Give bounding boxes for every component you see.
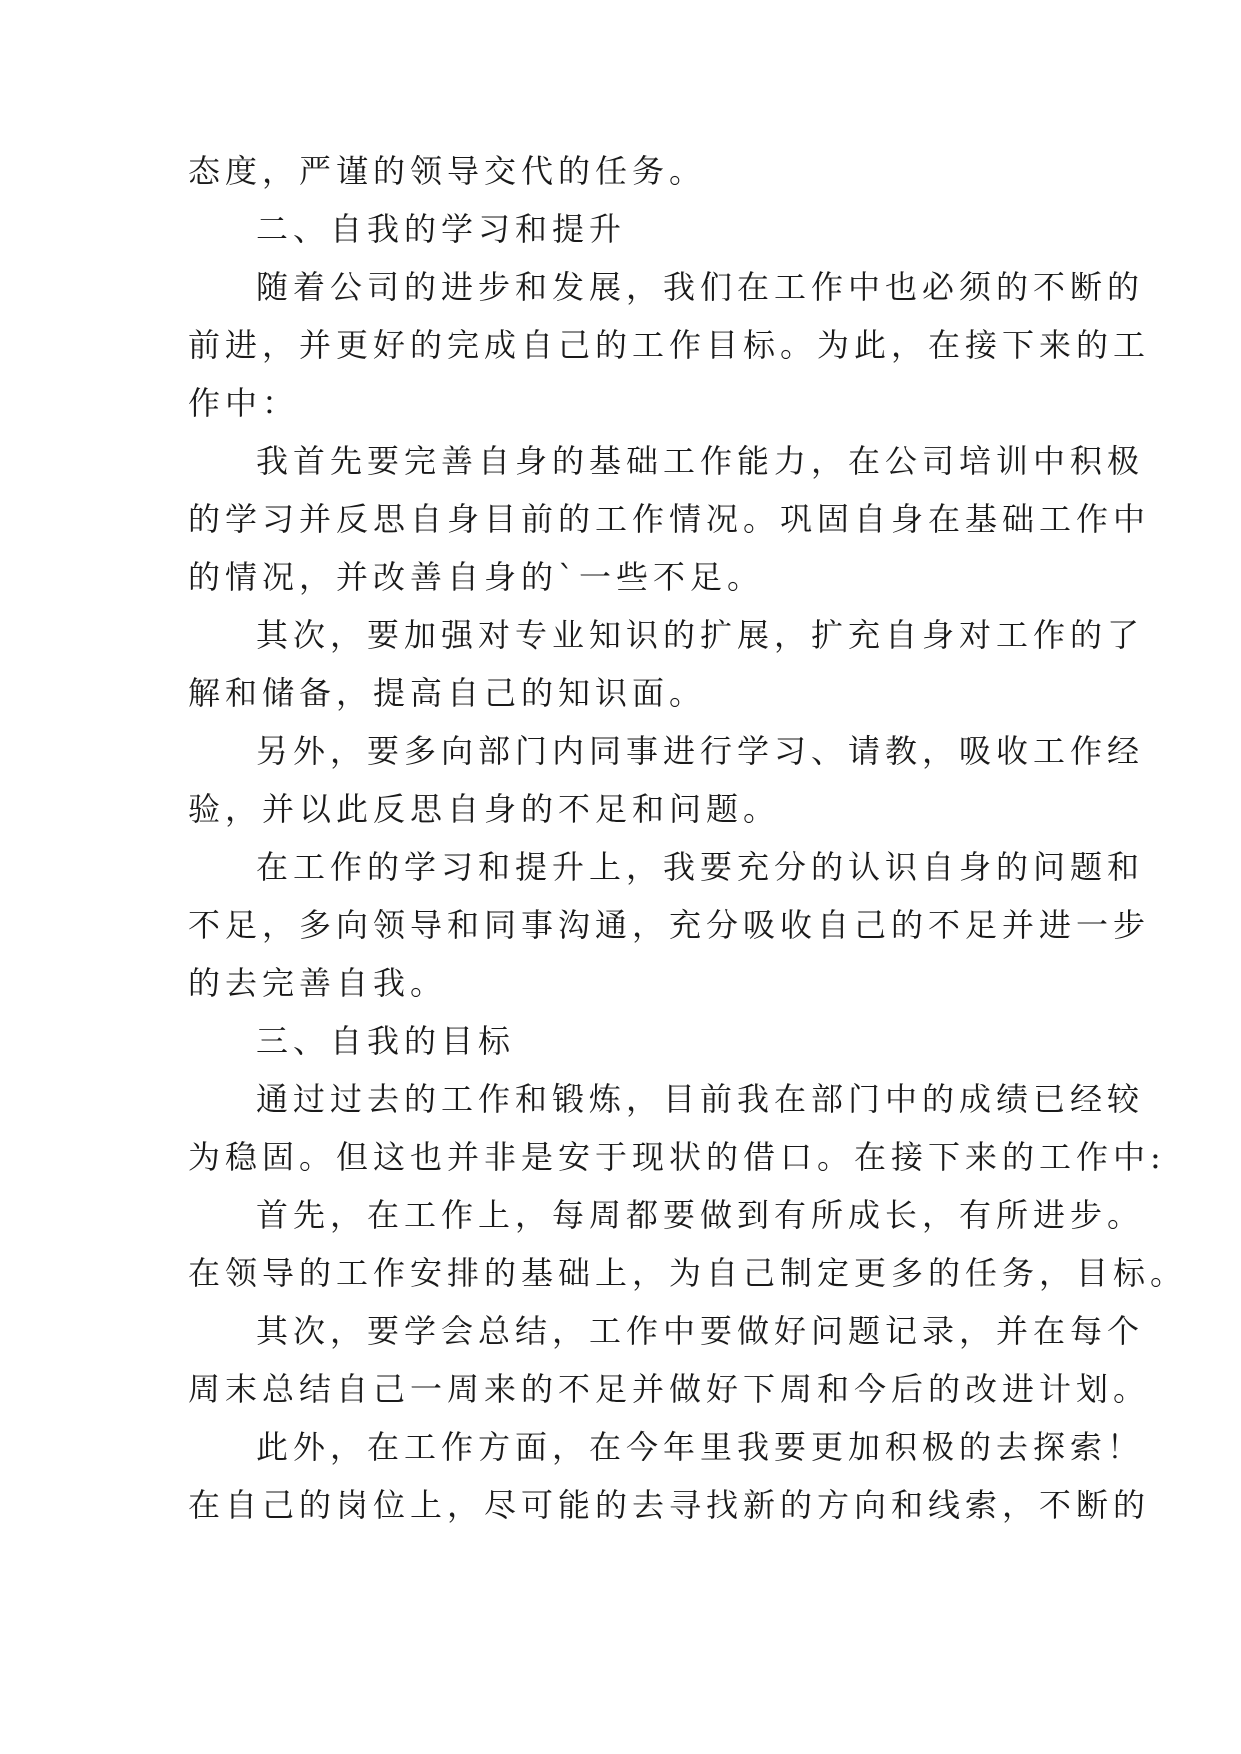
text-line: 此外，在工作方面，在今年里我要更加积极的去探索！ <box>256 1428 1145 1466</box>
text-line: 其次，要学会总结，工作中要做好问题记录，并在每个 <box>256 1312 1145 1350</box>
text-line: 解和储备，提高自己的知识面。 <box>188 674 707 712</box>
text-line: 的学习并反思自身目前的工作情况。巩固自身在基础工作中 <box>188 500 1151 538</box>
section-heading: 二、自我的学习和提升 <box>256 210 627 248</box>
text-line: 的去完善自我。 <box>188 964 448 1002</box>
text-line: 验，并以此反思自身的不足和问题。 <box>188 790 781 828</box>
text-line: 不足，多向领导和同事沟通，充分吸收自己的不足并进一步 <box>188 906 1151 944</box>
text-line: 在领导的工作安排的基础上，为自己制定更多的任务，目标。 <box>188 1254 1188 1292</box>
text-line: 另外，要多向部门内同事进行学习、请教，吸收工作经 <box>256 732 1145 770</box>
document-body <box>188 142 1188 1534</box>
text-line: 其次，要加强对专业知识的扩展，扩充自身对工作的了 <box>256 616 1145 654</box>
text-line: 通过过去的工作和锻炼，目前我在部门中的成绩已经较 <box>256 1080 1145 1118</box>
text-line: 在自己的岗位上，尽可能的去寻找新的方向和线索，不断的 <box>188 1486 1151 1524</box>
text-line: 态度，严谨的领导交代的任务。 <box>188 152 707 190</box>
text-line: 周末总结自己一周来的不足并做好下周和今后的改进计划。 <box>188 1370 1151 1408</box>
text-line: 我首先要完善自身的基础工作能力，在公司培训中积极 <box>256 442 1145 480</box>
text-line: 作中： <box>188 384 300 422</box>
section-heading: 三、自我的目标 <box>256 1022 516 1060</box>
text-line: 为稳固。但这也并非是安于现状的借口。在接下来的工作中: <box>188 1138 1166 1176</box>
text-line: 前进，并更好的完成自己的工作目标。为此，在接下来的工 <box>188 326 1151 364</box>
text-line: 首先，在工作上，每周都要做到有所成长，有所进步。 <box>256 1196 1145 1234</box>
text-line: 在工作的学习和提升上，我要充分的认识自身的问题和 <box>256 848 1145 886</box>
text-line: 随着公司的进步和发展，我们在工作中也必须的不断的 <box>256 268 1145 306</box>
text-line: 的情况，并改善自身的`一些不足。 <box>188 558 765 596</box>
